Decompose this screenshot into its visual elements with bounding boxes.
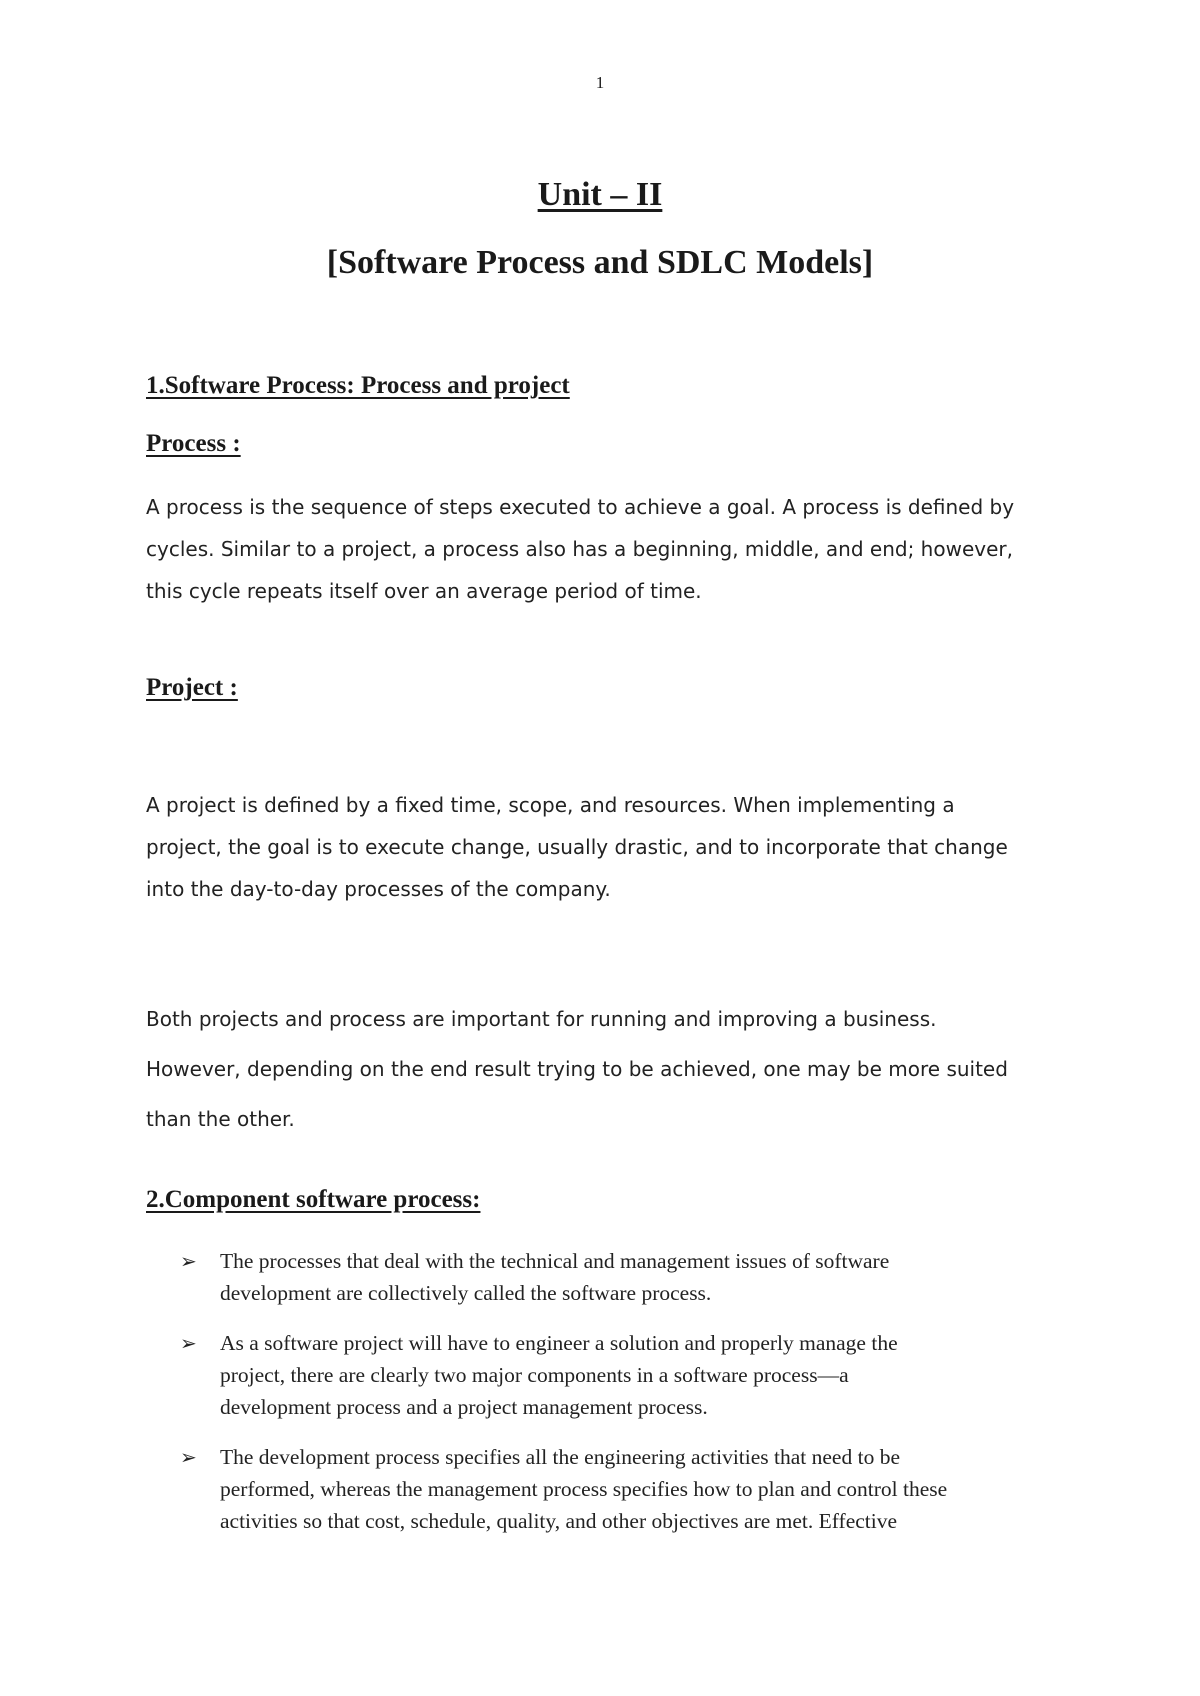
paragraph-line: than the other. xyxy=(146,1107,295,1131)
list-item xyxy=(180,1245,1060,1309)
paragraph-line: A process is the sequence of steps executed to achieve a goal. A process is defined by xyxy=(146,495,1015,519)
paragraph-line: Both projects and process are important for running and improving a business. xyxy=(146,1007,937,1031)
component-bullet-list xyxy=(180,1245,1060,1537)
paragraph-line: A project is defined by a fixed time, scope, and resources. When implementing a xyxy=(146,793,955,817)
page-number: 1 xyxy=(595,73,605,92)
bullet-line: The development process specifies all the engineering activities that need to be xyxy=(220,1445,900,1469)
bullet-line: The processes that deal with the technical and management issues of software xyxy=(220,1249,890,1273)
section-1-heading: 1.Software Process: Process and project xyxy=(146,372,570,399)
arrow-bullet-icon: ➢ xyxy=(180,1331,197,1355)
bullet-line: development are collectively called the software process. xyxy=(220,1281,712,1305)
paragraph-line: cycles. Similar to a project, a process also has a beginning, middle, and end; however, xyxy=(146,537,1013,561)
bullet-line: performed, whereas the management process specifies how to plan and control these xyxy=(220,1477,948,1501)
list-item xyxy=(180,1327,1060,1423)
unit-title: Unit – II xyxy=(537,176,663,213)
paragraph-line: project, the goal is to execute change, usually drastic, and to incorporate that change xyxy=(146,835,1008,859)
paragraph-line: this cycle repeats itself over an average period of time. xyxy=(146,579,702,603)
paragraph-line: However, depending on the end result trying to be achieved, one may be more suited xyxy=(146,1057,1008,1081)
arrow-bullet-icon: ➢ xyxy=(180,1249,197,1273)
bullet-line: As a software project will have to engineer a solution and properly manage the xyxy=(220,1331,898,1355)
bullet-line: activities so that cost, schedule, quality, and other objectives are met. Effective xyxy=(220,1509,898,1533)
paragraph-line: into the day-to-day processes of the company. xyxy=(146,877,611,901)
bullet-line: development process and a project management process. xyxy=(220,1395,708,1419)
process-paragraph xyxy=(146,486,1066,612)
unit-subtitle: [Software Process and SDLC Models] xyxy=(326,244,874,281)
project-paragraph xyxy=(146,784,1066,910)
bullet-line: project, there are clearly two major components in a software process—a xyxy=(220,1363,849,1387)
list-item xyxy=(180,1441,1060,1537)
arrow-bullet-icon: ➢ xyxy=(180,1445,197,1469)
project-heading: Project : xyxy=(146,674,238,701)
section-2-heading: 2.Component software process: xyxy=(146,1186,481,1213)
summary-paragraph xyxy=(146,994,1066,1144)
process-heading: Process : xyxy=(146,430,241,457)
